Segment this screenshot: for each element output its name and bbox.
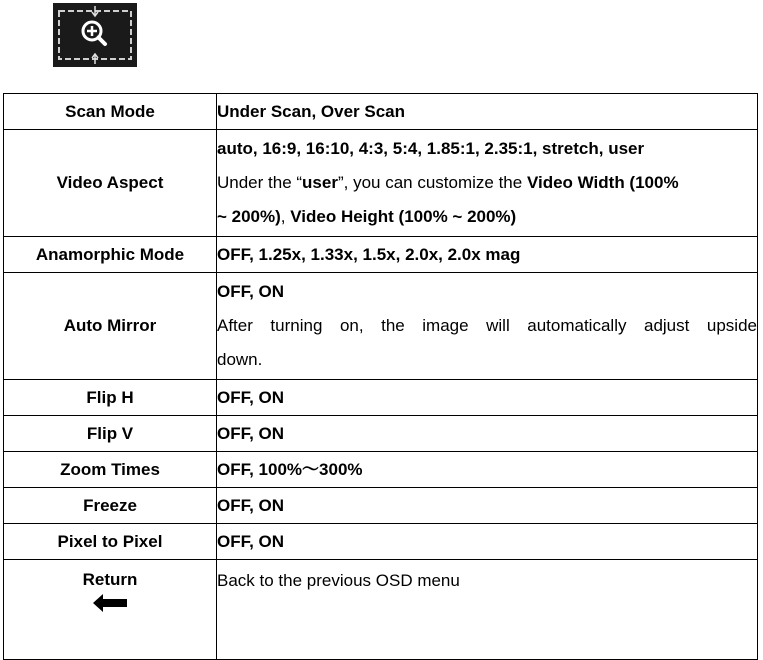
table-row-video-aspect [4, 130, 758, 237]
table-row-flip-v [4, 416, 758, 452]
row-value: Under Scan, Over Scan [217, 101, 406, 121]
row-value: Back to the previous OSD menu [217, 571, 460, 590]
row-value-options: auto, 16:9, 16:10, 4:3, 5:4, 1.85:1, 2.35:1, stretch, user [217, 139, 645, 158]
row-label: Return [82, 570, 138, 589]
zoom-in-icon [53, 3, 137, 67]
row-value-note-cont: down. [217, 350, 263, 369]
row-value: OFF, 100%～300% [217, 459, 363, 479]
row-value-options: OFF, ON [217, 282, 285, 301]
row-value: OFF, ON [217, 531, 285, 551]
left-arrow-icon [93, 594, 127, 612]
row-label: Pixel to Pixel [4, 524, 217, 560]
table-row-scan-mode [4, 94, 758, 130]
table-row-return [4, 560, 758, 660]
table-row-auto-mirror [4, 273, 758, 380]
row-label: Flip H [4, 380, 217, 416]
row-label: Auto Mirror [4, 273, 217, 380]
row-label: Zoom Times [4, 452, 217, 488]
table-row-anamorphic-mode [4, 237, 758, 273]
table-row-zoom-times [4, 452, 758, 488]
row-value: OFF, ON [217, 387, 285, 407]
row-label: Scan Mode [4, 94, 217, 130]
osd-settings-table [3, 93, 758, 660]
row-label: Flip V [4, 416, 217, 452]
row-label: Video Aspect [4, 130, 217, 237]
row-value-note-cont: ~ 200%), Video Height (100% ~ 200%) [217, 207, 517, 226]
row-value-note: After turning on, the image will automatically adjust upside [217, 316, 757, 335]
row-value: OFF, 1.25x, 1.33x, 1.5x, 2.0x, 2.0x mag [217, 244, 521, 264]
table-row-pixel-to-pixel [4, 524, 758, 560]
table-row-freeze [4, 488, 758, 524]
row-label: Freeze [4, 488, 217, 524]
row-value: OFF, ON [217, 495, 285, 515]
row-value: OFF, ON [217, 423, 285, 443]
row-label: Anamorphic Mode [4, 237, 217, 273]
table-row-flip-h [4, 380, 758, 416]
row-value-note: Under the “user”, you can customize the Video Width (100% [217, 173, 679, 192]
